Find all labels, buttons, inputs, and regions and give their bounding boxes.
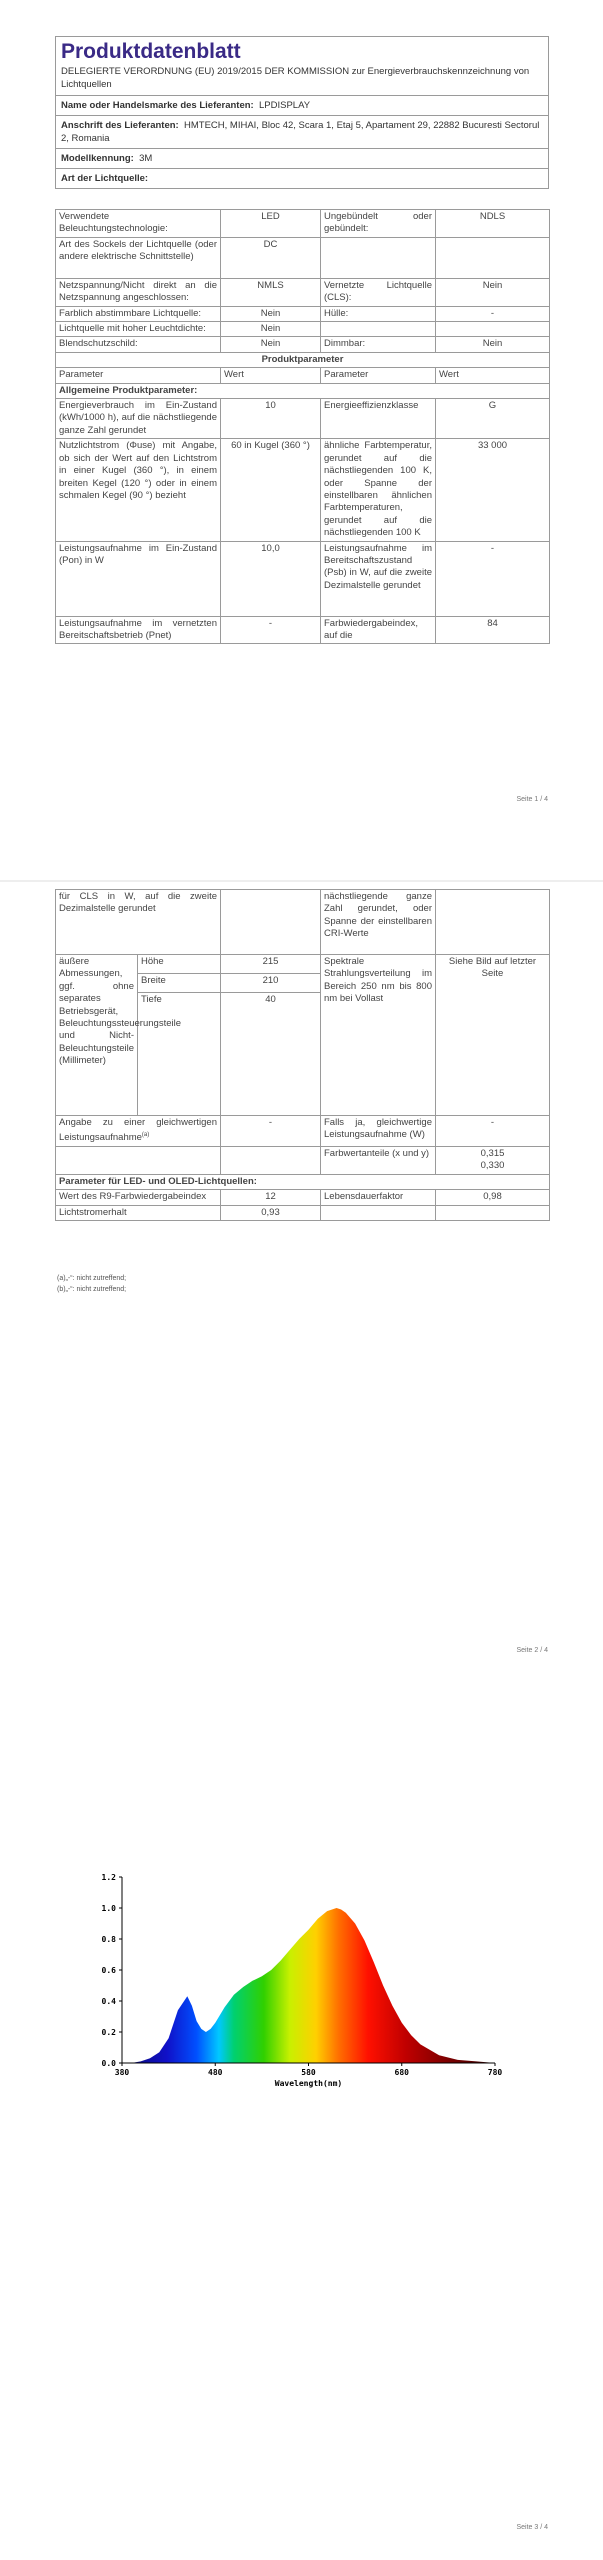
table-row xyxy=(56,337,550,352)
cell-label: Farbwertanteile (x und y) xyxy=(321,1146,436,1174)
cell-value xyxy=(436,890,550,955)
y-tick-label: 1.0 xyxy=(101,1904,116,1913)
col-header-param: Parameter xyxy=(56,368,221,383)
col-header-value: Wert xyxy=(436,368,550,383)
height-value: 215 xyxy=(221,955,321,974)
y-tick-label: 0.2 xyxy=(101,2028,116,2037)
cell-empty xyxy=(436,1205,550,1220)
y-tick-label: 1.2 xyxy=(101,1873,116,1882)
table-row xyxy=(56,1116,550,1147)
cell-value: 84 xyxy=(436,616,550,644)
table-row xyxy=(56,322,550,337)
cell-label: Farblich abstimmbare Lichtquelle: xyxy=(56,306,221,321)
cell-value: - xyxy=(221,616,321,644)
cell-value: Nein xyxy=(221,337,321,352)
height-label: Höhe xyxy=(138,955,221,974)
model-label: Modellkennung: xyxy=(61,153,134,164)
page-2 xyxy=(0,882,603,1662)
page-number: Seite 1 / 4 xyxy=(516,796,548,803)
spectral-value: Siehe Bild auf letzter Seite xyxy=(436,955,550,1116)
cell-empty xyxy=(321,1205,436,1220)
x-tick-label: 780 xyxy=(487,2068,503,2077)
cell-label xyxy=(321,237,436,278)
table-row xyxy=(56,237,550,278)
maintenance-label: Lichtstromerhalt xyxy=(56,1205,221,1220)
cell-value xyxy=(436,237,550,278)
cell-value xyxy=(221,1146,321,1174)
y-tick-label: 0.6 xyxy=(101,1966,116,1975)
x-tick-label: 580 xyxy=(301,2068,316,2077)
cell-label: Ungebündelt oder gebündelt: xyxy=(321,210,436,238)
cell-label: Lichtquelle mit hoher Leuchtdichte: xyxy=(56,322,221,337)
cell-label: ähnliche Farbtemperatur, gerundet auf die nächstliegenden 100 K, oder Spanne der einstellbaren ähnlichen Farbtemperaturen, gerundet auf die nächstliegenden 100 K xyxy=(321,439,436,541)
dimensions-label: äußere Abmessungen, ggf. ohne separates Betriebsgerät, Beleuchtungssteuerungsteile und Nicht-Beleuchtungsteile (Millimeter) xyxy=(56,955,138,1116)
x-tick-label: 680 xyxy=(394,2068,409,2077)
cell-label: für CLS in W, auf die zweite Dezimalstelle gerundet xyxy=(56,890,221,955)
cell-value: - xyxy=(221,1116,321,1147)
table-row xyxy=(56,210,550,238)
light-type-table xyxy=(55,209,550,644)
cell-label: Blendschutzschild: xyxy=(56,337,221,352)
section-row xyxy=(56,352,550,367)
footnote: (b)„-“: nicht zutreffend; xyxy=(57,1286,127,1293)
page-number: Seite 3 / 4 xyxy=(516,2524,548,2531)
general-params-title: Allgemeine Produktparameter: xyxy=(56,383,550,398)
cell-value: Nein xyxy=(436,337,550,352)
cell-value: - xyxy=(436,306,550,321)
header-block xyxy=(55,36,549,189)
footnotes xyxy=(57,1273,126,1295)
cell-value: Nein xyxy=(436,278,550,306)
table-row xyxy=(56,399,550,439)
supplier-address-row xyxy=(56,116,548,149)
cell-label: nächstliegende ganze Zahl gerundet, oder Spanne der einstellbaren CRI-Werte xyxy=(321,890,436,955)
footnote: (a)„-“: nicht zutreffend; xyxy=(57,1275,127,1282)
led-section-title: Parameter für LED- und OLED-Lichtquellen: xyxy=(56,1174,550,1189)
cell-value: - xyxy=(436,1116,550,1147)
table-row xyxy=(56,541,550,616)
cell-label: Leistungsaufnahme im Bereitschaftszustand (Psb) in W, auf die zweite Dezimalstelle gerundet xyxy=(321,541,436,616)
width-value: 210 xyxy=(221,974,321,993)
table-row xyxy=(56,306,550,321)
page-3 xyxy=(0,1662,603,2560)
supplier-address-value: HMTECH, MIHAI, Bloc 42, Scara 1, Etaj 5, Apartament 29, 22882 Bucuresti Sectorul 2, Romania xyxy=(61,120,540,144)
supplier-name-value: LPDISPLAY xyxy=(259,100,311,111)
y-tick-label: 0.0 xyxy=(101,2059,116,2068)
cell-value: NMLS xyxy=(221,278,321,306)
r9-label: Wert des R9-Farbwiedergabeindex xyxy=(56,1190,221,1205)
cell-value xyxy=(436,322,550,337)
x-tick-label: 480 xyxy=(208,2068,223,2077)
cell-label: Verwendete Beleuchtungstechnologie: xyxy=(56,210,221,238)
light-type-heading: Art der Lichtquelle: xyxy=(61,173,149,184)
table-row xyxy=(56,1205,550,1220)
cell-value: - xyxy=(436,541,550,616)
section-row xyxy=(56,383,550,398)
cell-value: G xyxy=(436,399,550,439)
table-row xyxy=(56,616,550,644)
cell-label: Leistungsaufnahme im vernetzten Bereitschaftsbetrieb (Pnet) xyxy=(56,616,221,644)
section-row xyxy=(56,1174,550,1189)
maintenance-value: 0,93 xyxy=(221,1205,321,1220)
cell-label: Energieeffizienzklasse xyxy=(321,399,436,439)
cell-label: Energieverbrauch im Ein-Zustand (kWh/1000 h), auf die nächstliegende ganze Zahl gerundet xyxy=(56,399,221,439)
page-1 xyxy=(0,0,603,880)
cell-label: Angabe zu einer gleichwertigen Leistungsaufnahme$^{(a)}$ xyxy=(56,1116,221,1147)
supplier-address-label: Anschrift des Lieferanten: xyxy=(61,120,179,131)
cell-value: NDLS xyxy=(436,210,550,238)
depth-value: 40 xyxy=(221,993,321,1116)
cell-label xyxy=(321,322,436,337)
x-tick-label: 380 xyxy=(114,2068,130,2077)
x-axis-label: Wavelength(nm) xyxy=(274,2079,343,2088)
params-table-continued xyxy=(55,889,550,1221)
cell-label: Dimmbar: xyxy=(321,337,436,352)
depth-label: Tiefe xyxy=(138,993,221,1116)
regulation-text: DELEGIERTE VERORDNUNG (EU) 2019/2015 DER KOMMISSION zur Energieverbrauchskennzeichnung von Lichtquellen xyxy=(56,65,548,96)
product-params-title: Produktparameter xyxy=(56,352,550,367)
supplier-name-row xyxy=(56,96,548,116)
cell-value xyxy=(221,890,321,955)
cell-value: 33 000 xyxy=(436,439,550,541)
cell-value: Nein xyxy=(221,306,321,321)
col-header-param: Parameter xyxy=(321,368,436,383)
cell-label xyxy=(56,1146,221,1174)
model-value: 3M xyxy=(139,153,153,164)
cell-label: Vernetzte Lichtquelle (CLS): xyxy=(321,278,436,306)
table-row xyxy=(56,278,550,306)
table-row xyxy=(56,1146,550,1174)
cell-value: 10,0 xyxy=(221,541,321,616)
page-title: Produktdatenblatt xyxy=(61,40,241,63)
lifetime-label: Lebensdauerfaktor xyxy=(321,1190,436,1205)
y-tick-label: 0.4 xyxy=(101,1997,116,2006)
table-row xyxy=(56,1190,550,1205)
table-row xyxy=(56,890,550,955)
r9-value: 12 xyxy=(221,1190,321,1205)
cell-value: Nein xyxy=(221,322,321,337)
cell-label: Hülle: xyxy=(321,306,436,321)
spectrum-area xyxy=(122,1908,495,2063)
supplier-name-label: Name oder Handelsmarke des Lieferanten: xyxy=(61,100,254,111)
cell-value: DC xyxy=(221,237,321,278)
cell-label: Leistungsaufnahme im Ein-Zustand (Pon) in W xyxy=(56,541,221,616)
column-header-row xyxy=(56,368,550,383)
dimensions-row xyxy=(56,955,550,974)
lifetime-value: 0,98 xyxy=(436,1190,550,1205)
cell-value: 60 in Kugel (360 °) xyxy=(221,439,321,541)
page-number: Seite 2 / 4 xyxy=(516,1647,548,1654)
col-header-value: Wert xyxy=(221,368,321,383)
chromaticity-value: 0,315 0,330 xyxy=(436,1146,550,1174)
cell-label: Farbwiedergabeindex, auf die xyxy=(321,616,436,644)
model-row xyxy=(56,149,548,169)
cell-label: Art des Sockels der Lichtquelle (oder andere elektrische Schnittstelle) xyxy=(56,237,221,278)
y-tick-label: 0.8 xyxy=(101,1935,116,1944)
spectrum-chart xyxy=(0,1867,603,2097)
page1-table-clip xyxy=(0,209,603,795)
width-label: Breite xyxy=(138,974,221,993)
cell-label: Nutzlichtstrom (Φuse) mit Angabe, ob sich der Wert auf den Lichtstrom in einer Kugel (360 °), in einem breiten Kegel (120 °) oder in einem schmalen Kegel (90 °) bezieht xyxy=(56,439,221,541)
cell-value: LED xyxy=(221,210,321,238)
cell-label: Netzspannung/Nicht direkt an die Netzspannung angeschlossen: xyxy=(56,278,221,306)
cell-label: Falls ja, gleichwertige Leistungsaufnahme (W) xyxy=(321,1116,436,1147)
table-row xyxy=(56,439,550,541)
cell-value: 10 xyxy=(221,399,321,439)
spectral-label: Spektrale Strahlungsverteilung im Bereich 250 nm bis 800 nm bei Vollast xyxy=(321,955,436,1116)
